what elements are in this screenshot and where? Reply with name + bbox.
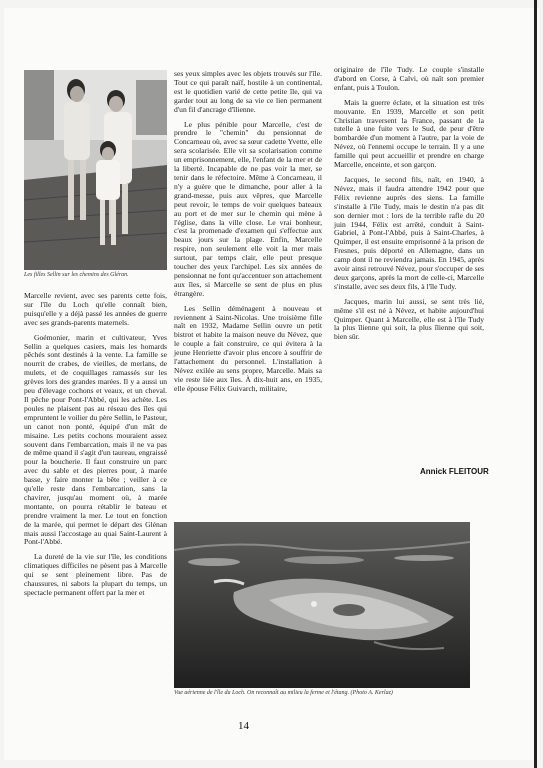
paragraph: Mais la guerre éclate, et la situation est très mouvante. En 1939, Marcelle et son petit Christian traversent la France, passant de la tutelle à une fuite vers le Sud, de peur d'être bombardée d'un moment à l'autre, par la voie de Névez, où l'ennemi occupe le terrain. Il y a une famille qui peut accueillir et prendre en charge Marcelle, enceinte, et son garçon.	[334, 97, 484, 170]
scan-edge	[534, 0, 537, 768]
paragraph: Le plus pénible pour Marcelle, c'est de prendre le "chemin" du pensionnat de Concarneau où, avec sa sœur cadette Yvette, elle sera scolarisée. Elle vit sa scolarisation comme un emprisonnement, elle, l'enfant de la mer et de la liberté. Incapable de ne pas voir la mer, se tenir dans le réfectoire. Même à Concarneau, il n'y a guère que le dimanche, pour aller à la grand-messe, puis aux vêpres, que Marcelle peut revoir, le temps de voir quelques bateaux au port et de mer sur le chemin qui mène à l'église, dans la ville close. Le vrai bonheur, c'est la promenade d'examen qui s'effectue aux beaux jours sur la plage. Enfin, Marcelle respire, non seulement elle voit la mer mais surtout, par temps clair, elle peut presque toucher des yeux l'archipel. Les six années de pensionnat ne font qu'accentuer son attachement aux îles, si Marcelle se sent de plus en plus étrangère.	[174, 119, 322, 298]
paragraph: Les Sellin déménagent à nouveau et reviennent à Saint-Nicolas. Une troisième fille naît en 1932, Madame Sellin ouvre un petit bistrot et habite la maison neuve du Névez, que le couple a fait construire, ce qui évitera à la jeune Henriette d'avoir plus encore à souffrir de l'attachement du personnel. L'installation à Névez exilée au sens propre, Marcelle. Mais sa vie reste liée aux îles. À dix-huit ans, en 1935, elle épouse Félix Guivarch, militaire,	[174, 303, 322, 393]
paragraph: Marcelle revient, avec ses parents cette fois, sur l'île du Loch qu'elle connaît bien, puisqu'elle y a déjà passé les années de guerre avec ses grands-parents maternels.	[24, 291, 167, 327]
paragraph: originaire de l'île Tudy. Le couple s'installe d'abord en Corse, à Calvi, où naît son premier enfant, puis à Toulon.	[334, 65, 484, 92]
page-number: 14	[238, 720, 249, 732]
text-column-left	[24, 292, 167, 604]
photo-caption-top: Les filles Sellin sur les chemins des Gléran.	[24, 272, 129, 278]
author-signature: Annick FLEITOUR	[420, 467, 489, 476]
text-column-middle	[174, 70, 322, 400]
aerial-photo	[174, 522, 470, 688]
paragraph: ses yeux simples avec les objets trouvés sur l'île. Tout ce qui paraît naïf, hostile à un continental, est le quotidien varié de cette petite île, qui va garder tout au long de sa vie ce lien permanent d'un fil d'ancrage d'îlienne.	[174, 69, 322, 114]
paragraph: Goémonier, marin et cultivateur, Yves Sellin a quelques casiers, mais les homards pêchés sont destinés à la vente. La famille se nourrit de crabes, de vieilles, de merlans, de mulets, et de coquillages ramassés sur les grèves lors des grandes marées. Il y a aussi un peu d'élevage cochons et veaux, et un cheval. Il pêche pour Pont-l'Abbé, qui les achète. Les poules ne plaisent pas au réseau des îles qui empruntent le voilier du père Sellin, le Pasteur, un canot non ponté, équipé d'un mât de misaine. Les petits cochons mouraient assez souvent dans l'embarcation, mais il ne va pas de même quand il s'agit d'un taureau, engraissé pour la boucherie. Il faut construire un parc avec du sable et des pierres pour, à marée basse, y faire monter la bête ; veiller à ce qu'elle reste dans l'embarcation, sans la chavirer, jusqu'au moment où, à marée montante, on pourra rétablir le bateau et prendre vraiment la mer. Le tout en fonction de la marée, qui permet le départ des Glénan mais aussi l'accostage au quai Saint-Laurent à Pont-l'Abbé.	[24, 332, 167, 547]
text-column-right	[334, 66, 484, 348]
paragraph: La dureté de la vie sur l'île, les conditions climatiques difficiles ne pèsent pas à Marcelle qui se sent pleinement libre. Pas de chaussures, ni sabots la plupart du temps, un spectacle permanent offert par la mer et	[24, 552, 167, 597]
paragraph: Jacques, marin lui aussi, se sent très lié, même s'il est né à Névez, et habite aujourd'hui Quimper. Quant à Marcelle, elle est à l'île Tudy la plus îlienne qui soit, la plus îlienne qui soit, bien sûr.	[334, 296, 484, 342]
photo-caption-bottom: Vue aérienne de l'île du Loch. On reconnaît au milieu la ferme et l'étang. (Photo A. Kerlaz)	[174, 690, 393, 696]
family-photo	[24, 70, 167, 270]
paragraph: Jacques, le second fils, naît, en 1940, à Névez, mais il faudra attendre 1942 pour que Félix revienne auprès des siens. La famille s'installe à l'île Tudy, mais le destin n'a pas dit son dernier mot : lors de la terrible rafle du 20 juin 1944, Félix est arrêté, conduit à Saint-Gabriel, à Pont-l'Abbé, puis à Saint-Charles, à Quimper, il est ensuite emprisonné à la prison de Fresnes, puis déporté en Allemagne, dans un camp dont il ne reviendra jamais. En 1945, après avoir ainsi retrouvé Névez, pour s'occuper de ses deux garçons, après la mort de celle-ci, Marcelle s'installe, avec ses deux fils, à l'île Tudy.	[334, 174, 484, 291]
